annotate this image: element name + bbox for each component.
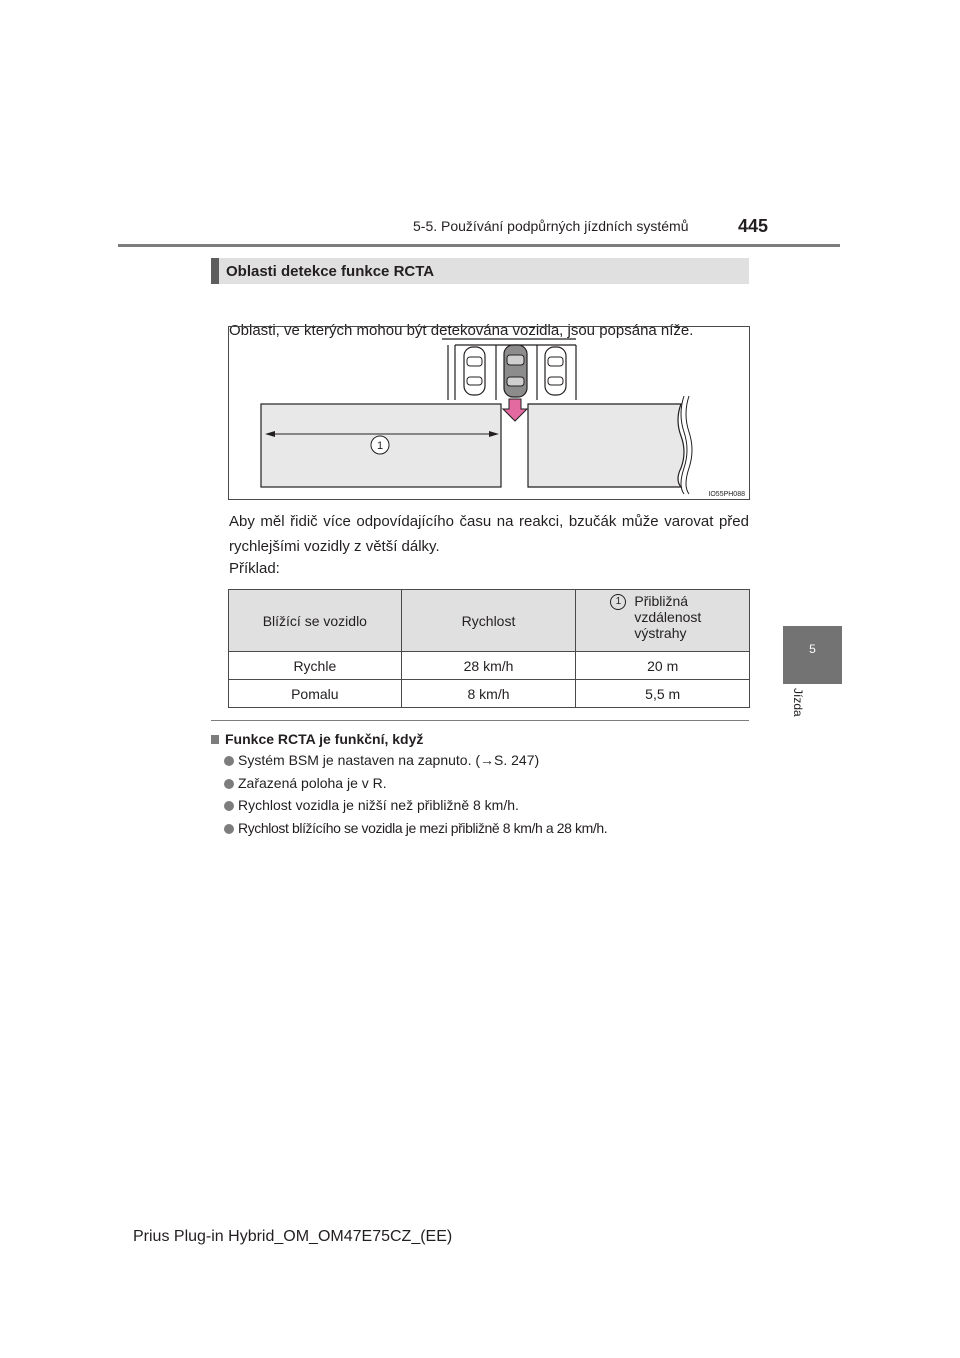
list-item	[224, 820, 607, 836]
section-heading-accent	[211, 258, 219, 284]
table-cell: 20 m	[576, 652, 750, 680]
bullet-dot-icon	[224, 824, 234, 834]
table-cell: Pomalu	[229, 680, 402, 708]
section-heading-title: Oblasti detekce funkce RCTA	[226, 263, 435, 280]
detection-area-illustration	[229, 327, 749, 499]
bullet-dot-icon	[224, 779, 234, 789]
example-label: Příklad:	[229, 560, 280, 577]
figure-code: IO55PH088	[708, 491, 745, 498]
table-cell: 28 km/h	[401, 652, 576, 680]
table-header-row	[229, 590, 750, 652]
reverse-direction-arrow	[503, 399, 527, 421]
chapter-number-tab: 5	[783, 626, 842, 684]
parked-car-right	[545, 347, 566, 395]
bullet-dot-icon	[224, 756, 234, 766]
bullet-dot-icon	[224, 801, 234, 811]
list-item-text: Zařazená poloha je v R.	[238, 775, 387, 791]
table-cell: Rychle	[229, 652, 402, 680]
table-cell: 8 km/h	[401, 680, 576, 708]
table-header-text: Přibližná vzdálenost výstrahy	[634, 593, 702, 641]
table-header-cell	[576, 590, 750, 652]
note-heading	[211, 731, 423, 747]
table-row	[229, 680, 750, 708]
intro-paragraph: Oblasti, ve kterých mohou být detekována vozidla, jsou popsána níže.	[229, 322, 694, 339]
warning-distance-table	[228, 589, 750, 708]
body-paragraph: Aby měl řidič více odpovídajícího času na reakci, bzučák může varovat před rychlejšími vozidly z větší dálky.	[229, 513, 749, 555]
list-item	[224, 797, 519, 813]
list-item	[224, 775, 387, 791]
list-item-text: Systém BSM je nastaven na zapnuto. (→S. 247)	[238, 752, 540, 768]
running-header: 5-5. Používání podpůrných jízdních systémů	[413, 218, 689, 234]
footer-doc-id: Prius Plug-in Hybrid_OM_OM47E75CZ_(EE)	[133, 1228, 453, 1245]
header-rule	[118, 244, 840, 247]
table-header-cell: Rychlost	[401, 590, 576, 652]
reversing-car	[504, 345, 527, 397]
detection-zone-right	[528, 404, 684, 487]
callout-number: 1	[376, 440, 384, 452]
chapter-title: Jízda	[791, 688, 805, 717]
list-item	[224, 752, 539, 768]
list-item-text: Rychlost blížícího se vozidla je mezi přibližně 8 km/h a 28 km/h.	[238, 820, 608, 836]
table-header-cell: Blížící se vozidlo	[229, 590, 402, 652]
detection-area-figure	[228, 326, 750, 500]
section-heading	[211, 258, 749, 284]
callout-circle: 1	[610, 594, 626, 610]
note-divider	[211, 720, 749, 721]
note-heading-text: Funkce RCTA je funkční, když	[225, 731, 424, 747]
table-cell: 5,5 m	[576, 680, 750, 708]
table-row	[229, 652, 750, 680]
square-bullet-icon	[211, 735, 219, 744]
page-number: 445	[738, 216, 769, 236]
parked-car-left	[464, 347, 485, 395]
list-item-text: Rychlost vozidla je nižší než přibližně 8 km/h.	[238, 797, 519, 813]
